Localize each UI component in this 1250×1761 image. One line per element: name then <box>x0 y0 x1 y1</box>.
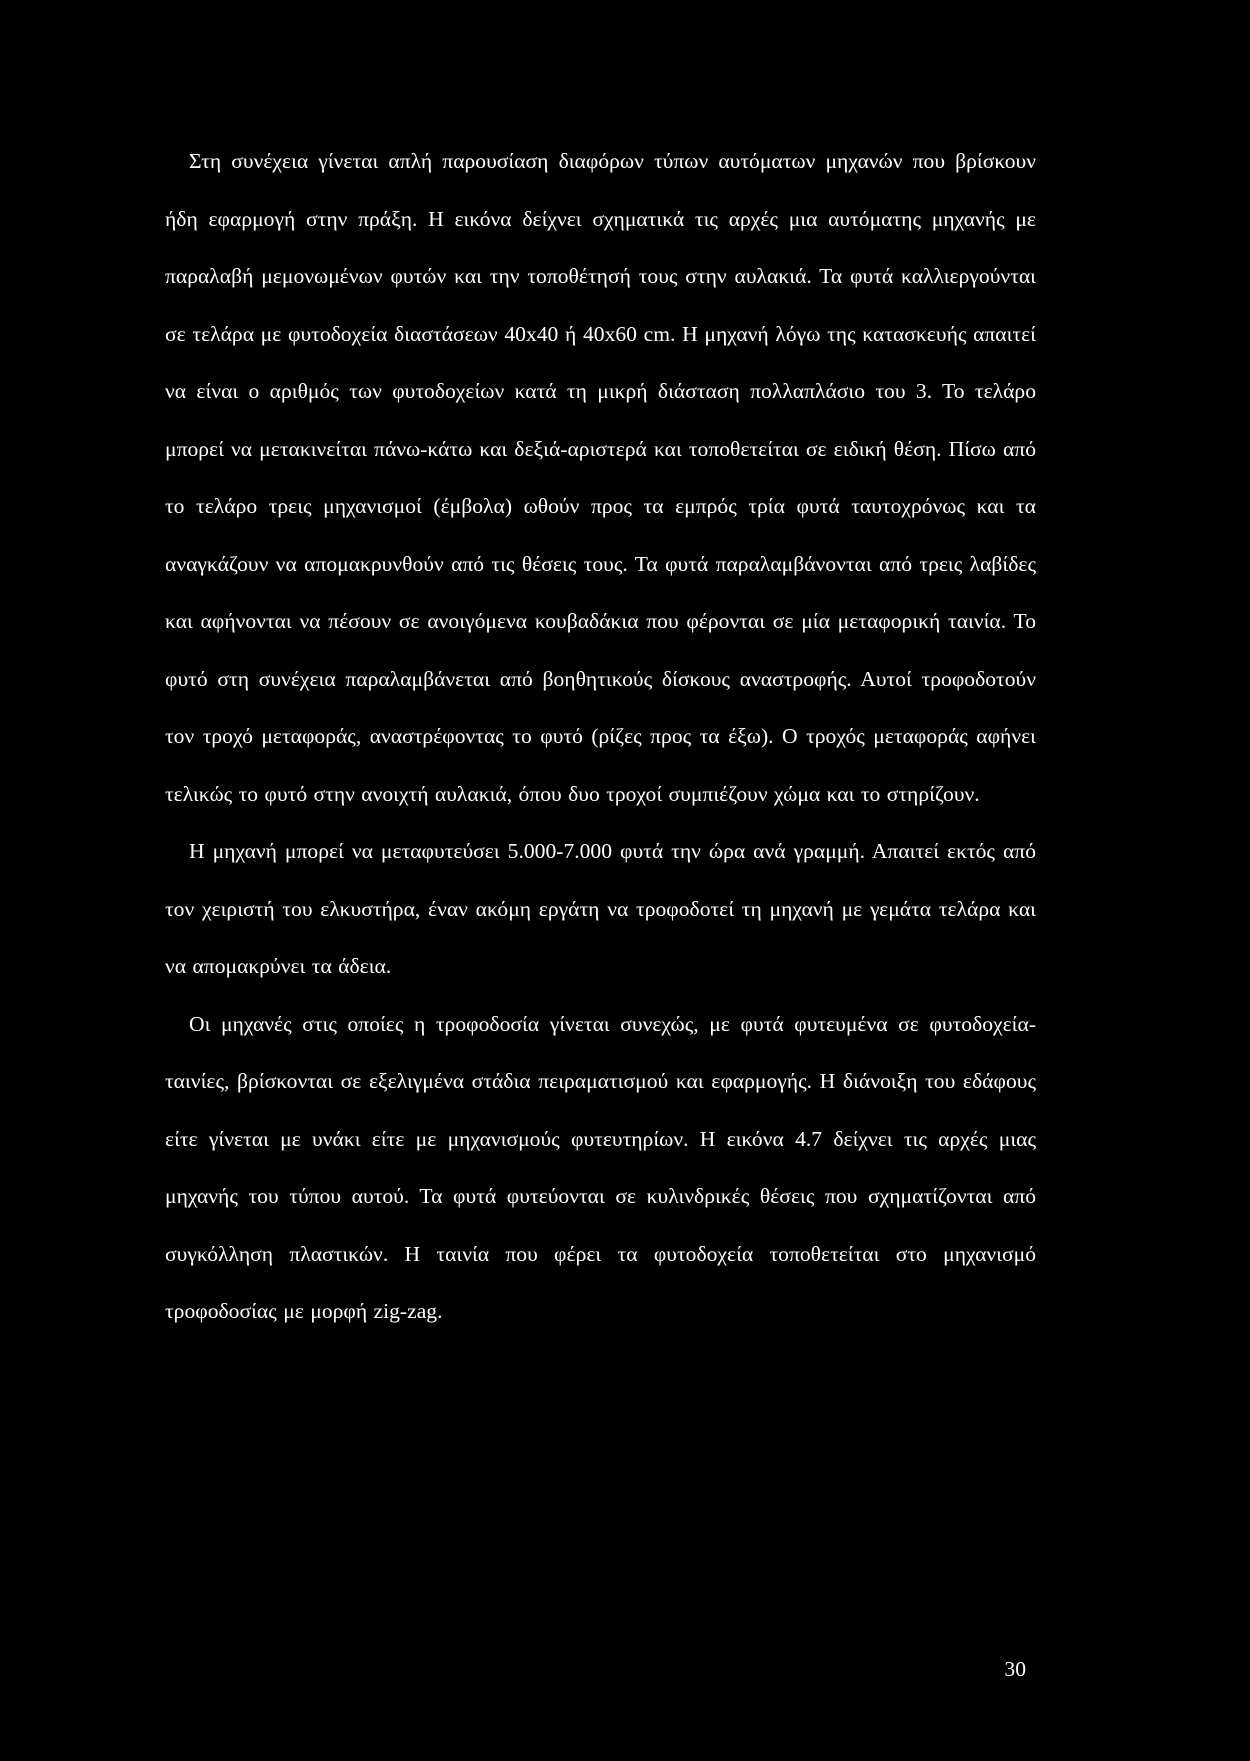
page-number: 30 <box>1004 1657 1026 1681</box>
paragraph-continuous-feed-machines: Οι μηχανές στις οποίες η τροφοδοσία γίνεται συνεχώς, με φυτά φυτευμένα σε φυτοδοχεία-ταινίες, βρίσκονται σε εξελιγμένα στάδια πειραματισμού και εφαρμογής. Η διάνοιξη του εδάφους είτε γίνεται με υνάκι είτε με μηχανισμούς φυτευτηρίων. Η εικόνα 4.7 δείχνει τις αρχές μιας μηχανής του τύπου αυτού. Τα φυτά φυτεύονται σε κυλινδρικές θέσεις που σχηματίζονται από συγκόλληση πλαστικών. Η ταινία που φέρει τα φυτοδοχεία τοποθετείται στο μηχανισμό τροφοδοσίας με μορφή zig-zag. <box>165 1011 1036 1323</box>
paragraph-automatic-machine-description: Στη συνέχεια γίνεται απλή παρουσίαση διαφόρων τύπων αυτόματων μηχανών που βρίσκουν ήδη εφαρμογή στην πράξη. Η εικόνα δείχνει σχηματικά τις αρχές μια αυτόματης μηχανής με παραλαβή μεμονωμένων φυτών και την τοποθέτησή τους στην αυλακιά. Τα φυτά καλλιεργούνται σε τελάρα με φυτοδοχεία διαστάσεων 40x40 ή 40x60 cm. Η μηχανή λόγω της κατασκευής απαιτεί να είναι ο αριθμός των φυτοδοχείων κατά τη μικρή διάσταση πολλαπλάσιο του 3. Το τελάρο μπορεί να μετακινείται πάνω-κάτω και δεξιά-αριστερά και τοποθετείται σε ειδική θέση. Πίσω από το τελάρο τρεις μηχανισμοί (έμβολα) ωθούν προς τα εμπρός τρία φυτά ταυτοχρόνως και τα αναγκάζουν να απομακρυνθούν από τις θέσεις τους. Τα φυτά παραλαμβάνονται από τρεις λαβίδες και αφήνονται να πέσουν σε ανοιγόμενα κουβαδάκια που φέρονται σε μία μεταφορική ταινία. Το φυτό στη συνέχεια παραλαμβάνεται από βοηθητικούς δίσκους αναστροφής. Αυτοί τροφοδοτούν τον τροχό μεταφοράς, αναστρέφοντας το φυτό (ρίζες προς τα έξω). Ο τροχός μεταφοράς αφήνει τελικώς το φυτό στην ανοιχτή αυλακιά, όπου δυο τροχοί συμπιέζουν χώμα και το στηρίζουν. <box>165 149 1036 806</box>
body-text <box>165 133 1036 1341</box>
paragraph-machine-capacity: Η μηχανή μπορεί να μεταφυτεύσει 5.000-7.000 φυτά την ώρα ανά γραμμή. Απαιτεί εκτός από τον χειριστή του ελκυστήρα, έναν ακόμη εργάτη να τροφοδοτεί τη μηχανή με γεμάτα τελάρα και να απομακρύνει τα άδεια. <box>165 839 1036 978</box>
